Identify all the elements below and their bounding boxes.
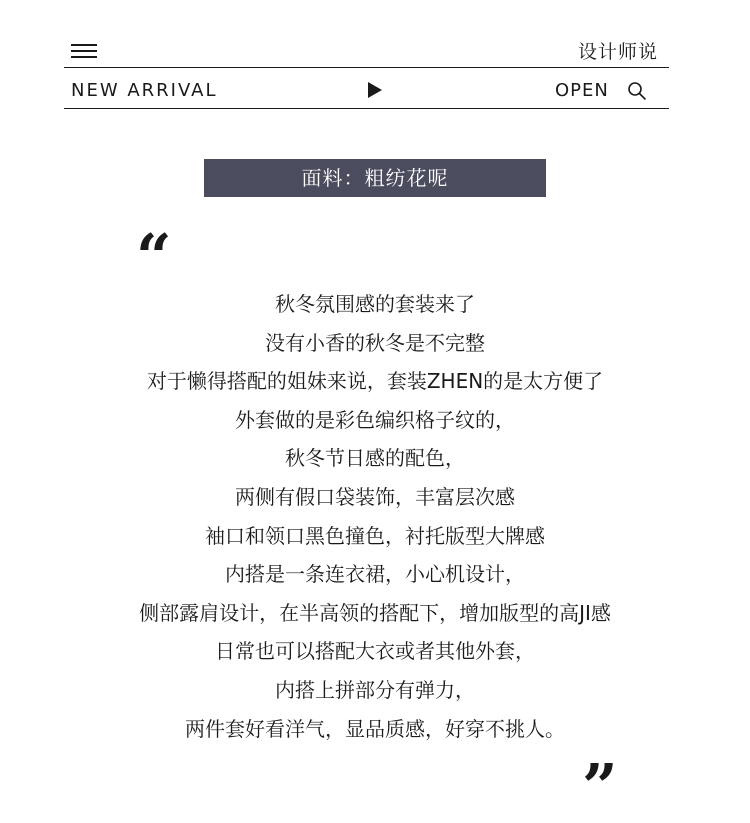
header-divider-top: [64, 67, 669, 68]
fabric-banner: 面料：粗纺花呢: [204, 159, 546, 197]
description-text: [0, 285, 750, 748]
new-arrival-link[interactable]: NEW ARRIVAL: [71, 80, 218, 101]
description-line: 对于懒得搭配的姐妹来说，套装ZHEN的是太方便了: [146, 369, 604, 394]
play-icon[interactable]: [368, 82, 382, 98]
open-link[interactable]: OPEN: [555, 80, 609, 101]
description-line: 外套做的是彩色编织格子纹的，: [235, 407, 515, 432]
nav-divider-bottom: [64, 108, 669, 109]
brand-title: 设计师说: [577, 41, 658, 63]
description-line: 没有小香的秋冬是不完整: [265, 330, 485, 355]
search-icon[interactable]: [627, 81, 647, 101]
hamburger-menu-icon[interactable]: [71, 44, 97, 60]
description-line: 内搭是一条连衣裙，小心机设计，: [225, 562, 525, 587]
description-line: 袖口和领口黑色撞色，衬托版型大牌感: [205, 523, 545, 548]
open-quote-mark: “: [136, 220, 172, 293]
description-line: 侧部露肩设计，在半高领的搭配下，增加版型的高JI感: [139, 600, 611, 625]
description-line: 内搭上拼部分有弹力，: [275, 677, 475, 702]
description-line: 日常也可以搭配大衣或者其他外套，: [215, 639, 535, 664]
description-line: 秋冬氛围感的套装来了: [275, 292, 475, 316]
description-line: 两件套好看洋气，显品质感，好穿不挑人。: [185, 716, 565, 741]
description-line: 两侧有假口袋装饰，丰富层次感: [235, 484, 515, 509]
description-line: 秋冬节日感的配色，: [285, 446, 465, 471]
close-quote-mark: ”: [582, 750, 618, 823]
